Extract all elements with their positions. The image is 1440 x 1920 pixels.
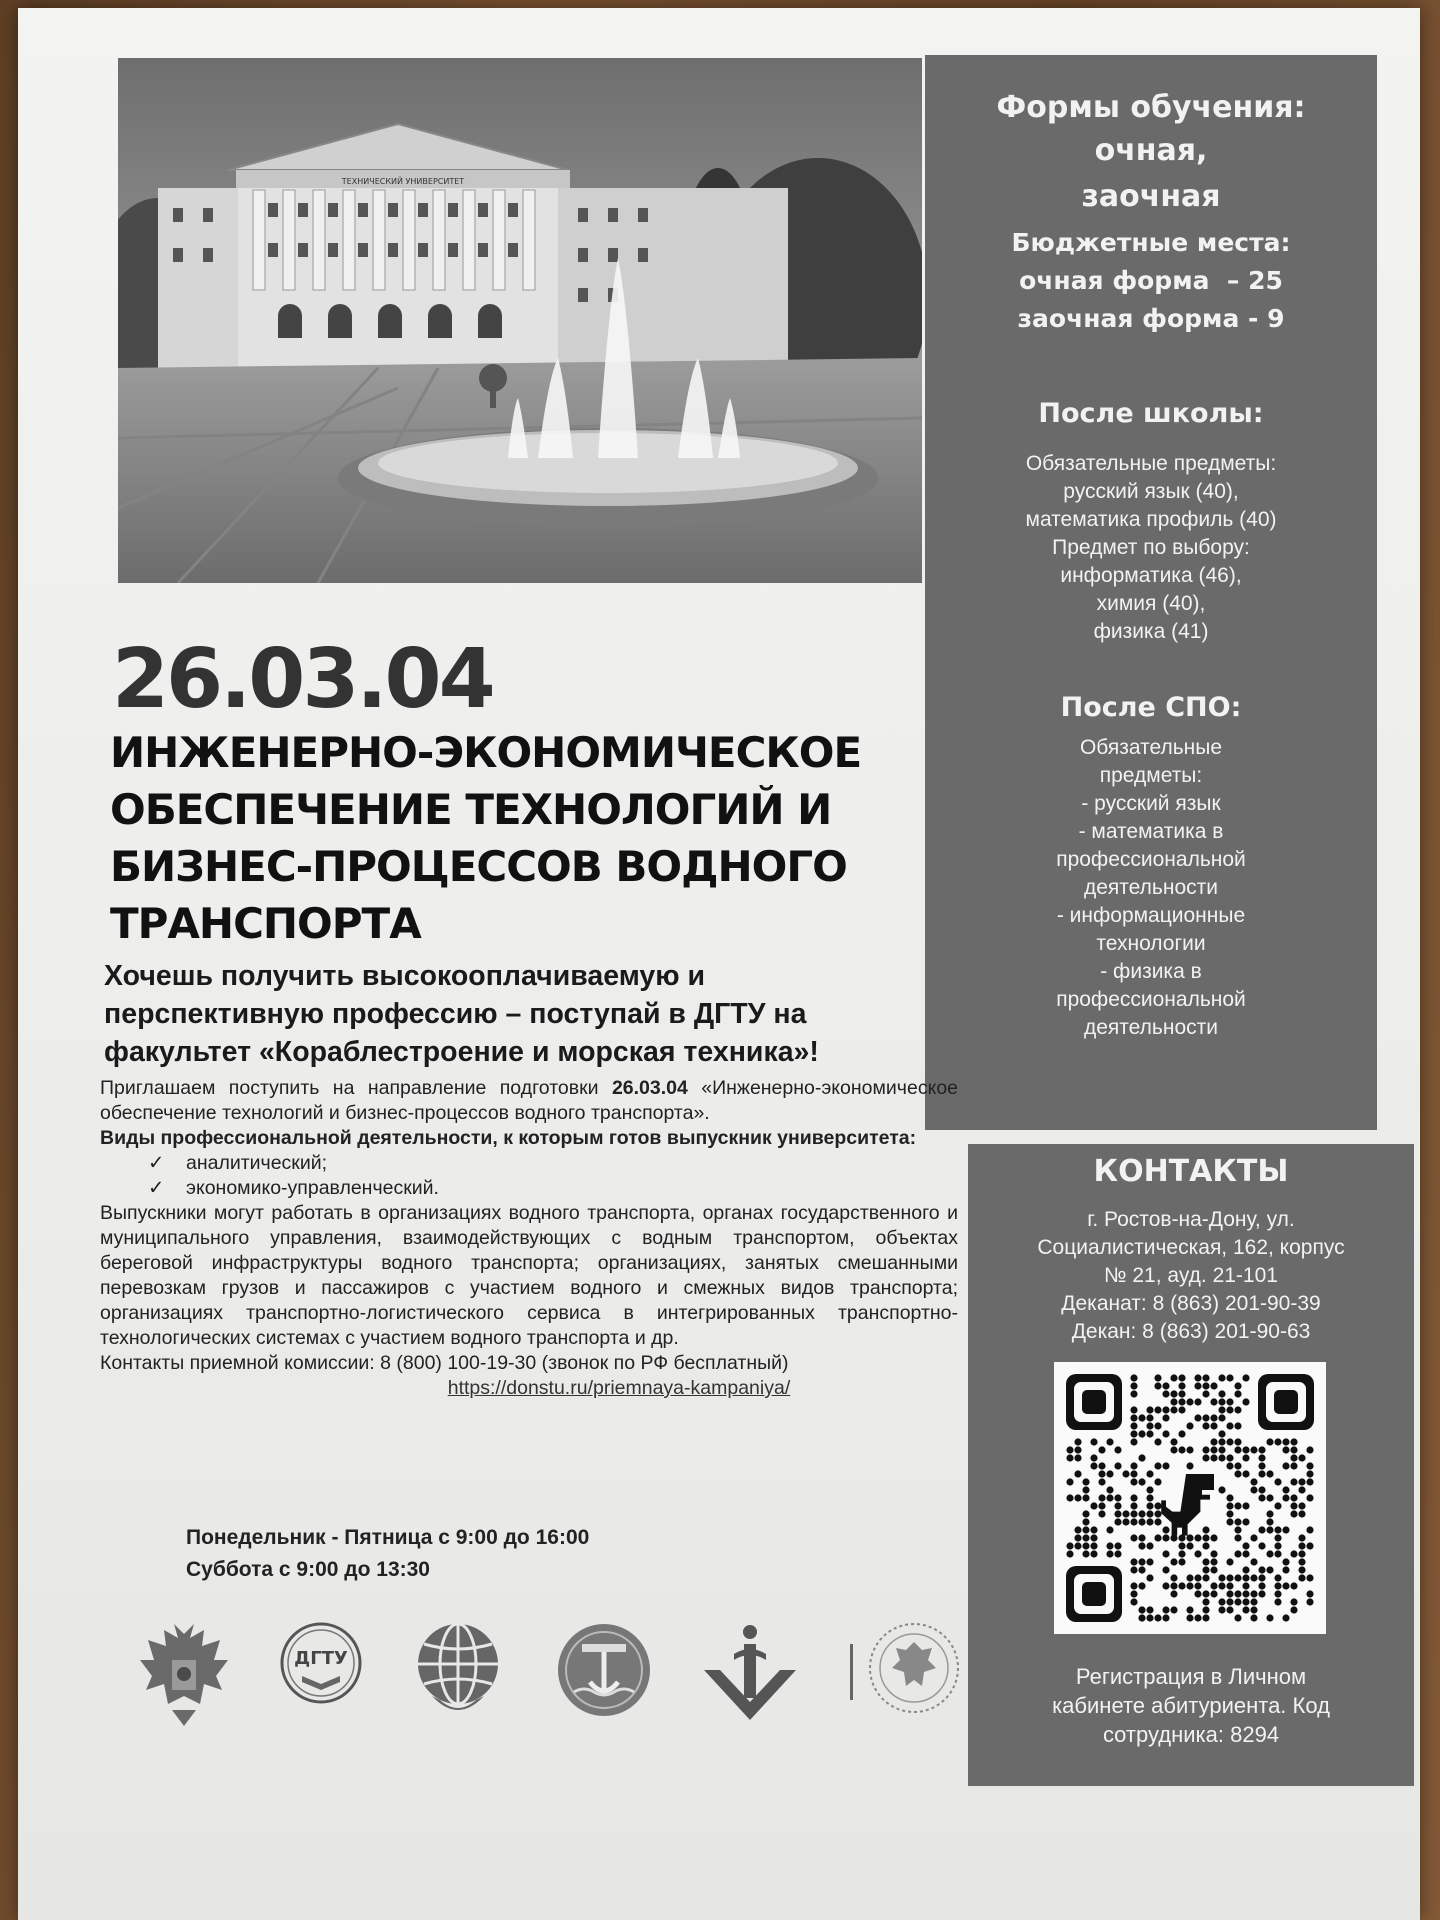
activity-label: экономико-управленческий. (186, 1177, 439, 1199)
anchor-i-icon (700, 1620, 800, 1724)
globe-anchor-icon (410, 1620, 506, 1726)
contact-line: № 21, ауд. 21-101 (1104, 1264, 1278, 1287)
contact-line: г. Ростов-на-Дону, ул. (1087, 1208, 1295, 1231)
hours-line: Понедельник - Пятница с 9:00 до 16:00 (186, 1526, 590, 1549)
after-spo-line: - физика в (1100, 960, 1202, 983)
qr-code[interactable] (1054, 1362, 1326, 1634)
form-item: заочная (1081, 179, 1221, 214)
budget-heading: Бюджетные места: (1011, 228, 1291, 257)
program-subtitle (104, 957, 984, 1071)
dstu-logo-text: ДГТУ (294, 1648, 348, 1669)
qr-code-icon (1054, 1362, 1326, 1634)
coat-of-arms-icon (136, 1620, 232, 1730)
checkmark-icon: ✓ (148, 1152, 165, 1174)
program-title-line: БИЗНЕС-ПРОЦЕССОВ ВОДНОГО (110, 842, 847, 891)
intro-prefix: Приглашаем поступить на направление подготовки (100, 1077, 612, 1099)
after-school-line: информатика (46), (1060, 564, 1242, 587)
subtitle-line: Хочешь получить высокооплачиваемую и (104, 960, 706, 992)
dstu-logo-icon (278, 1620, 364, 1706)
registration-line: кабинете абитуриента. Код (1052, 1693, 1330, 1718)
university-photo (118, 58, 922, 583)
activities-heading: Виды профессиональной деятельности, к которым готов выпускник университета: (100, 1127, 917, 1149)
logo-divider (850, 1644, 853, 1700)
subtitle-line: факультет «Кораблестроение и морская техника»! (104, 1036, 819, 1068)
after-spo-line: деятельности (1084, 1016, 1218, 1039)
after-spo-line: - русский язык (1081, 792, 1221, 815)
after-school-line: физика (41) (1093, 620, 1209, 643)
logos-row (130, 1620, 970, 1740)
intro-suffix: «Инженерно-экономическое обеспечение технологий и бизнес-процессов водного транспорта». (100, 1077, 959, 1124)
graduates-paragraph: Выпускники могут работать в организациях водного транспорта, органах государственного и муниципального управления, взаимодействующих с водным транспортом, объектах береговой инфраструктуры водного транспорта; организациях, занятых смешанными перевозкам грузов и пассажиров с участием водного и смежных видов транспорта; организациях транспортно-логистического сервиса в интегрированных транспортно-технологических системах с участием водного транспорта и др. (100, 1202, 958, 1349)
admission-contacts: Контакты приемной комиссии: 8 (800) 100-19-30 (звонок по РФ бесплатный) (100, 1352, 789, 1374)
contact-line: Деканат: 8 (863) 201-90-39 (1061, 1292, 1321, 1315)
form-item: очная, (1094, 133, 1208, 168)
after-spo-line: профессиональной (1056, 988, 1246, 1011)
building-sign: ТЕХНИЧЕСКИЙ УНИВЕРСИТЕТ (341, 177, 465, 186)
list-item (148, 1151, 958, 1176)
after-school-line: химия (40), (1096, 592, 1206, 615)
after-spo-line: Обязательные (1079, 736, 1223, 759)
list-item (148, 1176, 958, 1201)
intro-paragraph (100, 1076, 958, 1126)
emblem-seal-icon (866, 1620, 962, 1716)
forms-heading: Формы обучения: (996, 90, 1306, 125)
contact-line: Социалистическая, 162, корпус (1037, 1236, 1345, 1259)
after-spo-line: профессиональной (1056, 848, 1246, 871)
anchor-waves-icon (554, 1620, 654, 1720)
activities-list (100, 1151, 958, 1201)
after-school-line: Предмет по выбору: (1052, 536, 1250, 559)
after-spo-line: технологии (1096, 932, 1206, 955)
program-description (100, 1076, 958, 1401)
after-spo-line: - информационные (1056, 904, 1246, 927)
intro-code: 26.03.04 (611, 1077, 688, 1099)
contact-line: Декан: 8 (863) 201-90-63 (1071, 1320, 1311, 1343)
after-school-line: русский язык (40), (1063, 480, 1239, 503)
registration-line: сотрудника: 8294 (1102, 1722, 1280, 1747)
registration-line: Регистрация в Личном (1075, 1664, 1307, 1689)
subtitle-line: перспективную профессию – поступай в ДГТУ на (104, 998, 807, 1030)
after-spo-line: предметы: (1099, 764, 1203, 787)
program-title-line: ТРАНСПОРТА (110, 899, 421, 948)
after-school-line: Обязательные предметы: (1025, 452, 1277, 475)
info-panel (925, 55, 1377, 1130)
program-code: 26.03.04 (112, 632, 493, 727)
after-spo-line: деятельности (1084, 876, 1218, 899)
activity-label: аналитический; (186, 1152, 328, 1174)
contacts-panel (968, 1144, 1414, 1786)
program-title (110, 724, 910, 952)
hours-line: Суббота с 9:00 до 13:30 (186, 1558, 430, 1581)
program-title-line: ОБЕСПЕЧЕНИЕ ТЕХНОЛОГИЙ И (110, 785, 832, 834)
budget-item: очная форма – 25 (1019, 266, 1283, 295)
working-hours (186, 1522, 589, 1586)
budget-item: заочная форма - 9 (1017, 304, 1285, 333)
admission-link[interactable]: https://donstu.ru/priemnaya-kampaniya/ (447, 1377, 791, 1399)
after-school-line: математика профиль (40) (1025, 508, 1277, 531)
contacts-heading: КОНТАКТЫ (1093, 1154, 1289, 1189)
program-title-line: ИНЖЕНЕРНО-ЭКОНОМИЧЕСКОЕ (110, 728, 862, 777)
after-spo-line: - математика в (1078, 820, 1224, 843)
checkmark-icon: ✓ (148, 1177, 165, 1199)
after-spo-heading: После СПО: (1060, 692, 1242, 723)
after-school-heading: После школы: (1038, 398, 1264, 429)
